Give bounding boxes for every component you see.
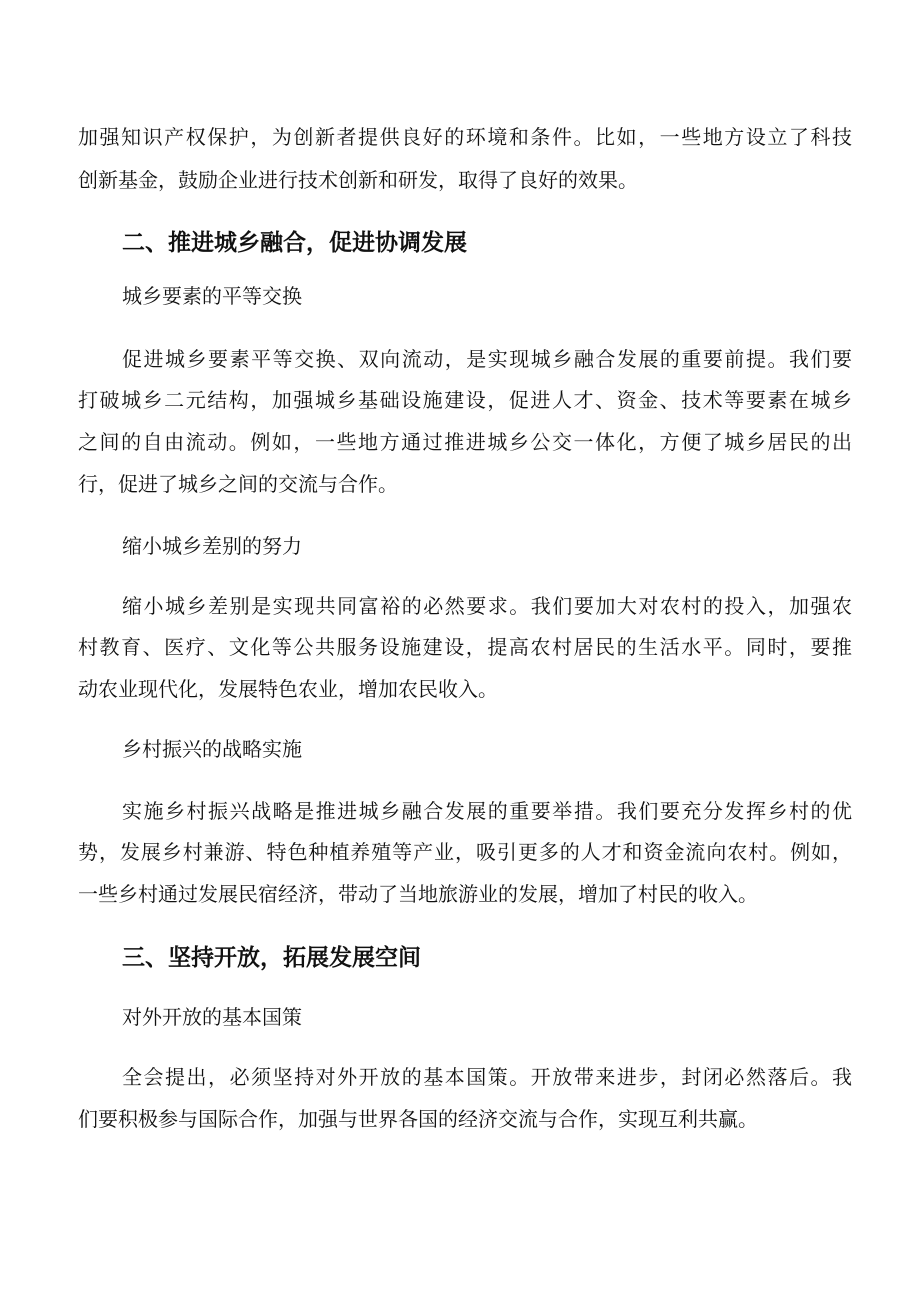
subsection-title: 对外开放的基本国策 xyxy=(122,1005,302,1029)
paragraph-line: 动农业现代化，发展特色农业，增加农民收入。 xyxy=(78,677,498,701)
paragraph-line: 行，促进了城乡之间的交流与合作。 xyxy=(78,472,398,496)
paragraph-line: 实施乡村振兴战略是推进城乡融合发展的重要举措。我们要充分发挥乡村的优 xyxy=(122,799,852,823)
paragraph-line: 打破城乡二元结构，加强城乡基础设施建设，促进人才、资金、技术等要素在城乡 xyxy=(78,388,852,412)
paragraph-line: 缩小城乡差别是实现共同富裕的必然要求。我们要加大对农村的投入，加强农 xyxy=(122,594,852,618)
paragraph-line: 之间的自由流动。例如，一些地方通过推进城乡公交一体化，方便了城乡居民的出 xyxy=(78,430,852,454)
subsection-title: 城乡要素的平等交换 xyxy=(122,284,302,308)
section-heading: 二、推进城乡融合，促进协调发展 xyxy=(122,230,467,256)
section-heading: 三、坚持开放，拓展发展空间 xyxy=(122,945,421,971)
paragraph-line: 促进城乡要素平等交换、双向流动，是实现城乡融合发展的重要前提。我们要 xyxy=(122,347,852,371)
subsection-title: 缩小城乡差别的努力 xyxy=(122,534,302,558)
paragraph-line: 村教育、医疗、文化等公共服务设施建设，提高农村居民的生活水平。同时，要推 xyxy=(78,635,852,659)
paragraph-line: 们要积极参与国际合作，加强与世界各国的经济交流与合作，实现互利共赢。 xyxy=(78,1107,758,1131)
paragraph-line: 势，发展乡村兼游、特色种植养殖等产业，吸引更多的人才和资金流向农村。例如， xyxy=(78,840,852,864)
paragraph-line: 创新基金，鼓励企业进行技术创新和研发，取得了良好的效果。 xyxy=(78,168,638,192)
paragraph-line: 全会提出，必须坚持对外开放的基本国策。开放带来进步，封闭必然落后。我 xyxy=(122,1065,852,1089)
paragraph-line: 加强知识产权保护，为创新者提供良好的环境和条件。比如，一些地方设立了科技 xyxy=(78,125,852,149)
paragraph-line: 一些乡村通过发展民宿经济，带动了当地旅游业的发展，增加了村民的收入。 xyxy=(78,882,758,906)
subsection-title: 乡村振兴的战略实施 xyxy=(122,737,302,761)
